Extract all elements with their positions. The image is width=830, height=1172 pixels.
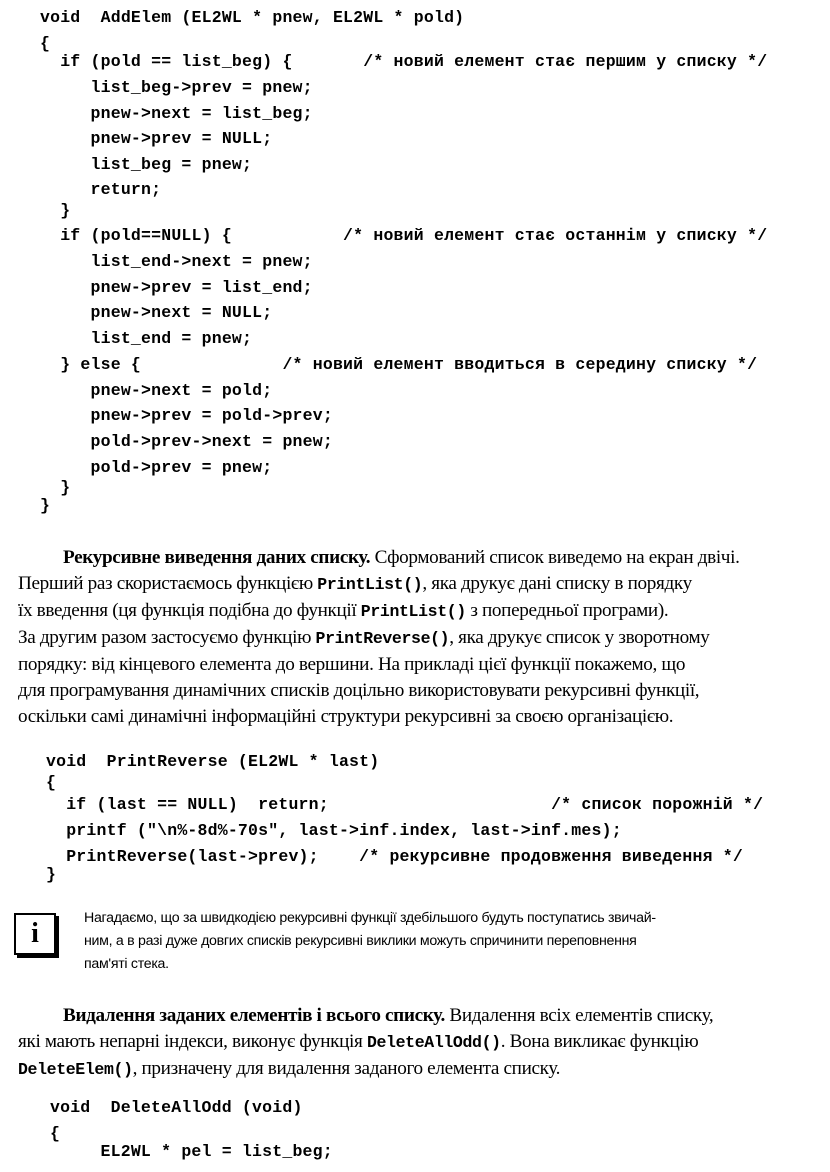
section-heading: Видалення заданих елементів і всього списку. — [63, 1005, 445, 1026]
code-line: pnew->prev = NULL; — [40, 129, 273, 148]
code-line: pold->prev = pnew; — [40, 458, 273, 477]
code-line: { — [50, 1124, 61, 1143]
code-line: if (last == NULL) return; /* список порожній */ — [46, 795, 764, 814]
code-line: pold->prev->next = pnew; — [40, 432, 333, 451]
code-line: EL2WL * pel = list_beg; — [50, 1142, 333, 1161]
code-line: } — [40, 478, 71, 497]
info-icon: i — [14, 913, 56, 955]
code-line: pnew->next = pold; — [40, 381, 273, 400]
inline-code: PrintList() — [317, 575, 423, 594]
inline-code: PrintReverse() — [315, 629, 450, 648]
inline-code: DeleteAllOdd() — [366, 1033, 501, 1052]
code-line: list_end->next = pnew; — [40, 252, 313, 271]
code-line: list_beg->prev = pnew; — [40, 78, 313, 97]
code-line: pnew->prev = pold->prev; — [40, 406, 333, 425]
inline-code: PrintList() — [360, 602, 466, 621]
code-line: list_end = pnew; — [40, 329, 253, 348]
code-line: void DeleteAllOdd (void) — [50, 1098, 303, 1117]
code-line: } — [46, 865, 57, 884]
code-line: pnew->next = list_beg; — [40, 104, 313, 123]
code-line: pnew->next = NULL; — [40, 303, 273, 322]
code-line: if (pold == list_beg) { /* новий елемент стає першим у списку */ — [40, 52, 768, 71]
code-line: } — [40, 201, 71, 220]
note-text: Нагадаємо, що за швидкодією рекурсивні функції здебільшого будуть поступатись звичай- ним, а в разі дуже довгих списків рекурсивні виклики можуть спричинити переповнення пам'яті стека. — [84, 910, 656, 972]
inline-code: DeleteElem() — [18, 1060, 133, 1079]
code-line: void AddElem (EL2WL * pnew, EL2WL * pold) — [40, 8, 465, 27]
code-line: PrintReverse(last->prev); /* рекурсивне продовження виведення */ — [46, 847, 744, 866]
code-line: void PrintReverse (EL2WL * last) — [46, 752, 380, 771]
code-line: printf ("\n%-8d%-70s", last->inf.index, last->inf.mes); — [46, 821, 622, 840]
code-line: } — [40, 496, 51, 515]
code-line: return; — [40, 180, 162, 199]
section-heading: Рекурсивне виведення даних списку. — [63, 547, 371, 568]
code-line: { — [40, 34, 51, 53]
code-line: list_beg = pnew; — [40, 155, 253, 174]
code-line: if (pold==NULL) { /* новий елемент стає останнім у списку */ — [40, 226, 768, 245]
paragraph-recursive-output: Рекурсивне виведення даних списку. Сформований список виведемо на екран двічі. Перший раз скористаємось функцією PrintList(), яка друкує дані списку в порядку їх введення (ця функція подібна до функції PrintList() з попередньої програми). За другим разом застосуємо функцію PrintReverse(), яка друкує список у зворотному порядку: від кінцевого елемента до вершини. На прикладі цієї функції покажемо, що для програмування динамічних списків доцільно використовувати рекурсивні функції, оскільки самі динамічні інформаційні структури рекурсивні за своєю організацією. — [18, 547, 740, 727]
code-line: pnew->prev = list_end; — [40, 278, 313, 297]
code-line: } else { /* новий елемент вводиться в середину списку */ — [40, 355, 758, 374]
code-line: { — [46, 773, 57, 792]
paragraph-delete-elements: Видалення заданих елементів і всього списку. Видалення всіх елементів списку, які мають непарні індекси, виконує функція DeleteAllOdd(). Вона викликає функцію DeleteElem(), призначену для видалення заданого елемента списку. — [18, 1005, 714, 1079]
